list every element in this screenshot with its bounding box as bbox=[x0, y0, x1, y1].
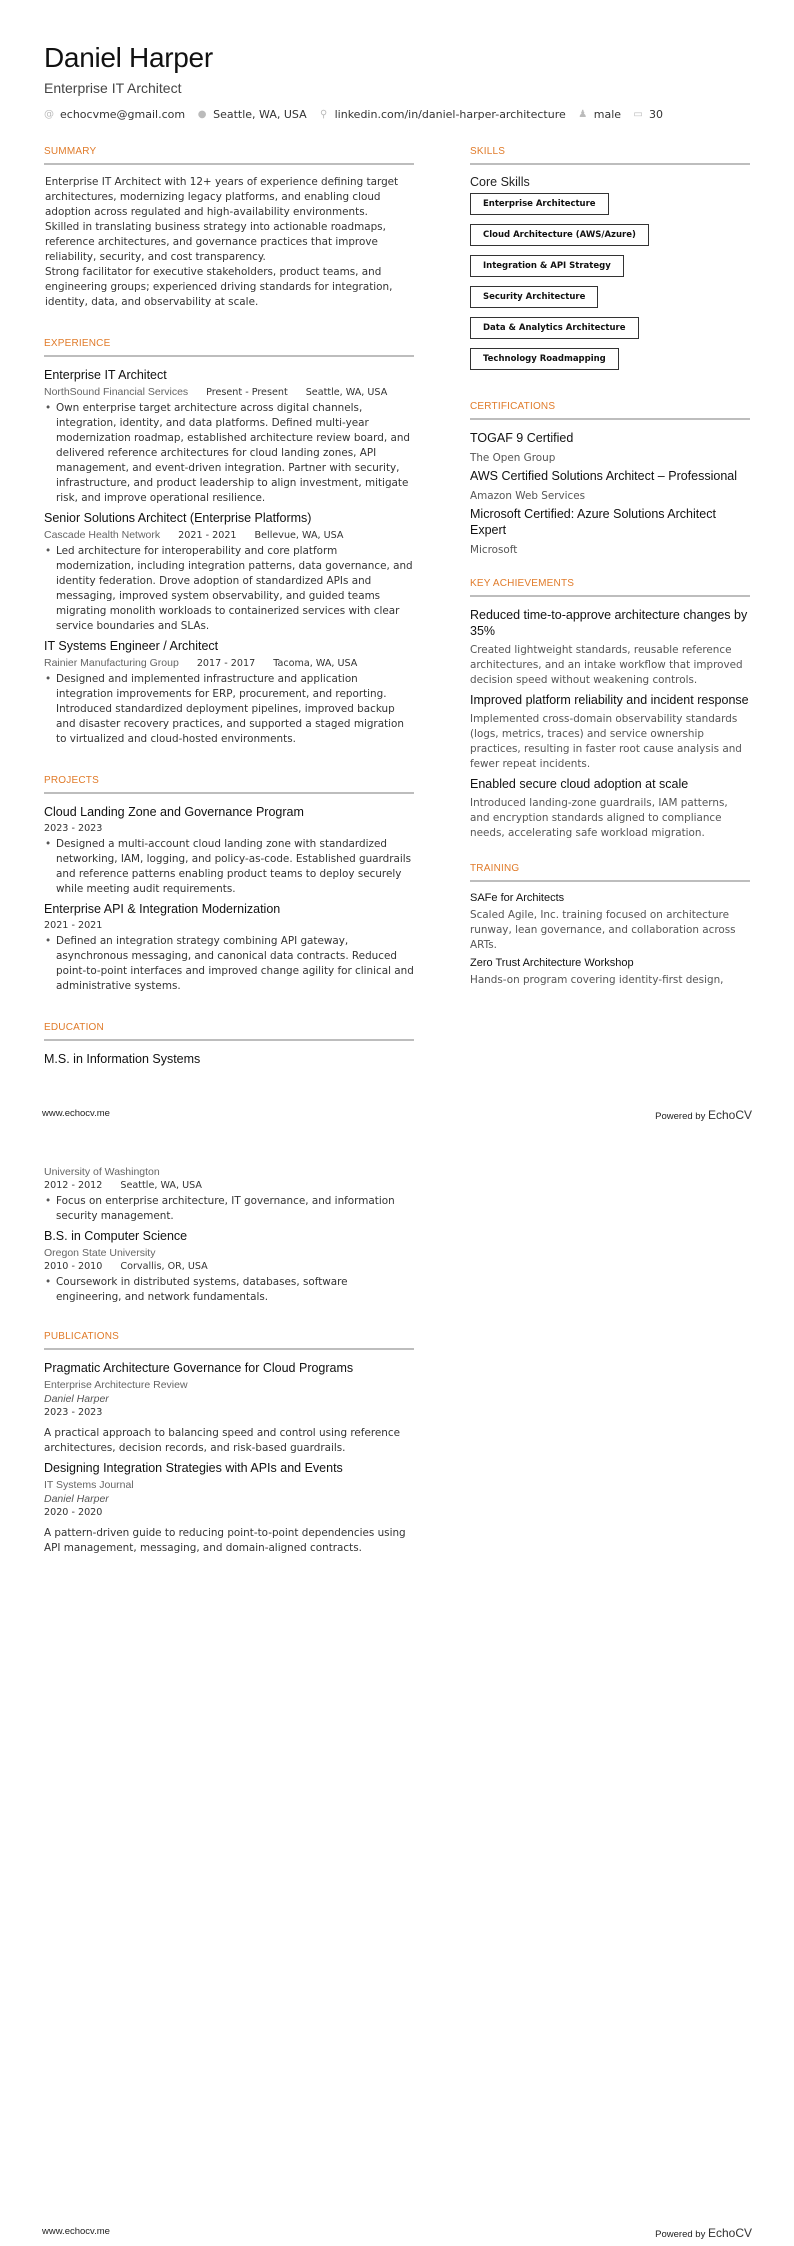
location-text: Seattle, WA, USA bbox=[213, 108, 307, 121]
training-title: Zero Trust Architecture Workshop bbox=[470, 957, 634, 969]
gender-text: male bbox=[593, 108, 622, 121]
job-location: Tacoma, WA, USA bbox=[273, 658, 358, 669]
skill-chip: Technology Roadmapping bbox=[470, 348, 619, 370]
candidate-title: Enterprise IT Architect bbox=[44, 80, 182, 96]
contact-bar bbox=[44, 108, 675, 121]
right-column bbox=[470, 146, 750, 991]
degree-title: M.S. in Information Systems bbox=[44, 1052, 201, 1066]
contact-linkedin[interactable] bbox=[319, 108, 566, 121]
contact-location bbox=[197, 108, 307, 121]
contact-age bbox=[633, 108, 663, 121]
projects-section bbox=[44, 775, 414, 994]
achievement-title: Enabled secure cloud adoption at scale bbox=[470, 777, 689, 791]
section-heading: SUMMARY bbox=[44, 146, 414, 165]
brand-name: EchoCV bbox=[707, 2226, 752, 2240]
publication-description: A practical approach to balancing speed and control using reference architectures, decision records, and risk-based guardrails. bbox=[44, 1427, 400, 1454]
resume-header bbox=[44, 42, 675, 121]
page-footer bbox=[0, 2226, 794, 2240]
section-heading: PUBLICATIONS bbox=[44, 1331, 414, 1350]
link-icon: ⚲ bbox=[319, 109, 328, 120]
contact-email[interactable] bbox=[44, 108, 185, 121]
job-title: Enterprise IT Architect bbox=[44, 368, 167, 382]
training-title: SAFe for Architects bbox=[470, 892, 565, 904]
achievements-section bbox=[470, 578, 750, 841]
training-description: Hands-on program covering identity-first design, bbox=[470, 974, 724, 986]
project-bullet: • Defined an integration strategy combining API gateway, asynchronous messaging, and canonical data contracts. Reduced point-to-point interfaces and improved change agility for clinical and administrative systems. bbox=[44, 934, 414, 994]
cert-issuer: Amazon Web Services bbox=[470, 490, 586, 502]
skill-chip: Integration & API Strategy bbox=[470, 255, 624, 277]
job-location: Seattle, WA, USA bbox=[305, 387, 388, 398]
edu-bullet: • Focus on enterprise architecture, IT governance, and information security management. bbox=[44, 1194, 414, 1224]
cert-issuer: The Open Group bbox=[470, 452, 556, 464]
edu-location: Seattle, WA, USA bbox=[120, 1180, 202, 1191]
project-bullet: • Designed a multi-account cloud landing zone with standardized networking, IAM, logging, and policy-as-code. Established guardrails and reference patterns enabling product teams to deploy securely while meeting audit requirements. bbox=[44, 837, 414, 897]
publication-dates: 2023 - 2023 bbox=[44, 1407, 103, 1418]
job-bullet: • Led architecture for interoperability and core platform modernization, including integration patterns, data governance, and identity federation. Drove adoption of standardized APIs and messaging, improved system observability, and guided teams migrating monolith workloads to containerized services with clear service boundaries and SLAs. bbox=[44, 544, 414, 634]
powered-by: Powered by EchoCV bbox=[655, 2226, 752, 2240]
company: Rainier Manufacturing Group bbox=[44, 657, 179, 669]
brand-name: EchoCV bbox=[707, 1108, 752, 1122]
edu-location: Corvallis, OR, USA bbox=[120, 1261, 208, 1272]
skills-section bbox=[470, 146, 750, 379]
section-heading: SKILLS bbox=[470, 146, 750, 165]
section-heading: TRAINING bbox=[470, 863, 750, 882]
page-footer bbox=[0, 1108, 794, 1122]
skill-group-label: Core Skills bbox=[470, 175, 530, 189]
project-dates: 2021 - 2021 bbox=[44, 920, 103, 931]
section-heading: EXPERIENCE bbox=[44, 338, 414, 357]
job-dates: Present - Present bbox=[206, 387, 288, 398]
achievement-title: Improved platform reliability and incident response bbox=[470, 693, 749, 707]
publications-section bbox=[44, 1331, 414, 1556]
education-section bbox=[44, 1022, 414, 1068]
publication-title: Pragmatic Architecture Governance for Cloud Programs bbox=[44, 1361, 354, 1375]
experience-entry bbox=[44, 367, 414, 506]
skill-chip: Data & Analytics Architecture bbox=[470, 317, 639, 339]
project-dates: 2023 - 2023 bbox=[44, 823, 103, 834]
skill-chip: Security Architecture bbox=[470, 286, 598, 308]
publication-author: Daniel Harper bbox=[44, 1493, 109, 1505]
job-title: IT Systems Engineer / Architect bbox=[44, 639, 219, 653]
publisher: Enterprise Architecture Review bbox=[44, 1379, 188, 1391]
powered-by: Powered by EchoCV bbox=[655, 1108, 752, 1122]
education-entry bbox=[44, 1166, 414, 1224]
cert-name: AWS Certified Solutions Architect – Professional bbox=[470, 469, 738, 483]
candidate-name: Daniel Harper bbox=[44, 42, 213, 73]
training-description: Scaled Agile, Inc. training focused on architecture runway, lean governance, and collaboration across ARTs. bbox=[470, 909, 736, 951]
school: Oregon State University bbox=[44, 1247, 156, 1259]
footer-site-link[interactable]: www.echocv.me bbox=[42, 1108, 110, 1119]
section-heading: KEY ACHIEVEMENTS bbox=[470, 578, 750, 597]
person-icon: ♟ bbox=[578, 109, 588, 120]
publication-entry bbox=[44, 1460, 414, 1556]
achievement-description: Implemented cross-domain observability standards (logs, metrics, traces) and service ownership practices, resulting in faster root cause analysis and fewer repeat incidents. bbox=[470, 713, 742, 770]
linkedin-text: linkedin.com/in/daniel-harper-architecture bbox=[334, 108, 566, 121]
job-dates: 2017 - 2017 bbox=[196, 658, 256, 669]
skill-chip: Enterprise Architecture bbox=[470, 193, 609, 215]
project-entry bbox=[44, 901, 414, 994]
left-column bbox=[44, 146, 414, 1068]
job-bullet: • Designed and implemented infrastructure and application integration improvements for ERP, procurement, and reporting. Introduced standardized deployment pipelines, improved backup and disaster recovery practices, and supported a staged migration to virtualized and cloud-hosted environments. bbox=[44, 672, 414, 747]
job-location: Bellevue, WA, USA bbox=[254, 530, 344, 541]
school: University of Washington bbox=[44, 1166, 160, 1178]
cert-name: TOGAF 9 Certified bbox=[470, 431, 574, 445]
publication-title: Designing Integration Strategies with APIs and Events bbox=[44, 1461, 343, 1475]
education-entry bbox=[44, 1228, 414, 1305]
skill-chips bbox=[470, 193, 750, 224]
experience-entry bbox=[44, 638, 414, 747]
project-entry bbox=[44, 804, 414, 897]
edu-bullet: • Coursework in distributed systems, databases, software engineering, and network fundamentals. bbox=[44, 1275, 414, 1305]
summary-paragraph: Strong facilitator for executive stakeholders, product teams, and engineering groups; experienced driving standards for integration, identity, data, and observability at scale. bbox=[45, 266, 393, 308]
achievement-title: Reduced time-to-approve architecture changes by 35% bbox=[470, 608, 748, 638]
edu-dates: 2012 - 2012 bbox=[44, 1180, 103, 1191]
email-text: echocvme@gmail.com bbox=[60, 108, 186, 121]
cert-name: Microsoft Certified: Azure Solutions Architect Expert bbox=[470, 507, 716, 537]
project-title: Cloud Landing Zone and Governance Program bbox=[44, 805, 304, 819]
section-heading: CERTIFICATIONS bbox=[470, 401, 750, 420]
experience-section bbox=[44, 338, 414, 747]
certifications-section bbox=[470, 401, 750, 556]
achievement-description: Introduced landing-zone guardrails, IAM patterns, and encryption standards aligned to compliance needs, accelerating safe workload migration. bbox=[470, 797, 728, 839]
summary-section bbox=[44, 146, 414, 310]
project-title: Enterprise API & Integration Modernization bbox=[44, 902, 281, 916]
job-bullet: • Own enterprise target architecture across digital channels, integration, identity, and data platforms. Defined multi-year modernization roadmap, established architecture review board, and delivered reference architectures for cloud landing zones, API management, and event-driven integration. Partner with security, infrastructure, and product leadership to align investment, mitigate risk, and improve operational resilience. bbox=[44, 401, 414, 506]
training-section bbox=[470, 863, 750, 988]
age-text: 30 bbox=[649, 108, 664, 121]
degree-title: B.S. in Computer Science bbox=[44, 1229, 188, 1243]
experience-entry bbox=[44, 510, 414, 634]
at-icon: @ bbox=[44, 109, 54, 120]
publication-author: Daniel Harper bbox=[44, 1393, 109, 1405]
contact-gender bbox=[578, 108, 621, 121]
footer-site-link[interactable]: www.echocv.me bbox=[42, 2226, 110, 2237]
summary-paragraph: Skilled in translating business strategy into actionable roadmaps, reference architectures, and governance practices that improve reliability, security, and cost transparency. bbox=[45, 221, 386, 263]
achievement-description: Created lightweight standards, reusable reference architectures, and an intake workflow that improved decision speed without weakening controls. bbox=[470, 644, 743, 686]
summary-paragraph: Enterprise IT Architect with 12+ years of experience defining target architectures, modernizing legacy platforms, and enabling cloud adoption across regulated and high-availability environments. bbox=[45, 176, 399, 218]
publication-dates: 2020 - 2020 bbox=[44, 1507, 103, 1518]
job-dates: 2021 - 2021 bbox=[178, 530, 237, 541]
publication-description: A pattern-driven guide to reducing point-to-point dependencies using API management, messaging, and domain-aligned contracts. bbox=[44, 1527, 406, 1554]
location-pin-icon: ● bbox=[197, 109, 207, 120]
skill-chip: Cloud Architecture (AWS/Azure) bbox=[470, 224, 649, 246]
edu-dates: 2010 - 2010 bbox=[44, 1261, 103, 1272]
left-column-page2 bbox=[44, 1166, 414, 1560]
section-heading: PROJECTS bbox=[44, 775, 414, 794]
company: Cascade Health Network bbox=[44, 529, 161, 541]
publication-entry bbox=[44, 1360, 414, 1456]
section-heading: EDUCATION bbox=[44, 1022, 414, 1041]
company: NorthSound Financial Services bbox=[44, 386, 189, 398]
cert-issuer: Microsoft bbox=[470, 544, 518, 556]
calendar-icon: ▭ bbox=[633, 109, 643, 120]
publisher: IT Systems Journal bbox=[44, 1479, 134, 1491]
job-title: Senior Solutions Architect (Enterprise Platforms) bbox=[44, 511, 312, 525]
